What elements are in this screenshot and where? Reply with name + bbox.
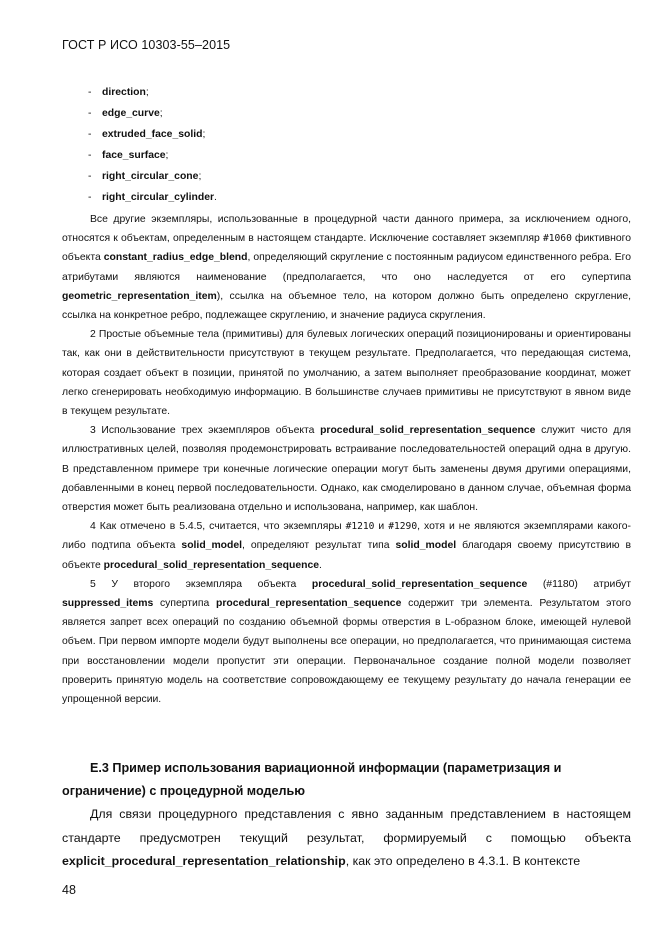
document-header: ГОСТ Р ИСО 10303-55–2015 (62, 38, 231, 52)
entity-name: right_circular_cone (102, 171, 199, 182)
list-item: - edge_curve; (88, 108, 163, 119)
note-3: 3 Использование трех экземпляров объекта procedural_solid_representation_sequence служит чисто для иллюстративных целей, позволяя продемонстрировать встраивание последовательностей операций одна в другую. В представленном примере три конечные логические операции могут быть заменены двумя другими операциями, добавленными в конец первой последовательности. Однако, как смоделировано в данном случае, объемная форма отверстия может быть реализована отдельно и использована, например, как шаблон. (62, 425, 631, 514)
note-4: 4 Как отмечено в 5.4.5, считается, что экземпляры #1210 и #1290, хотя и не являются экземплярами какого-либо подтипа объекта solid_model, определяют результат типа solid_model благодаря своему присутствию в объекте procedural_solid_representation_sequence. (62, 521, 632, 571)
entity-name: right_circular_cylinder (102, 192, 215, 203)
paragraph-section-e3: Для связи процедурного представления с явно заданным представлением в настоящем стандарте предусмотрен текущий результат, формируемый с помощью объекта explicit_procedural_representation_relationship, как это определено в 4.3.1. В контексте (62, 807, 631, 868)
entity-name: edge_curve (102, 108, 160, 119)
entity-name: extruded_face_solid (102, 129, 203, 140)
section-body (62, 803, 631, 874)
note-2: 2 Простые объемные тела (примитивы) для булевых логических операций позиционированы и ориентированы так, как они в действительности присутствуют в текущем результате. Предполагается, что передающая система, которая создает объект в позиции, принятой по умолчанию, а затем выполняет преобразование координат, может легко сгенерировать необходимую информацию. В большинстве случаев примитивы не присутствуют в явном виде в текущем результате. (62, 329, 631, 418)
entity-name: face_surface (102, 150, 166, 161)
entity-name: direction (102, 87, 146, 98)
section-heading: Е.3 Пример использования вариационной информации (параметризация и ограничение) с процедурной моделью (62, 761, 562, 798)
body-text (62, 210, 631, 709)
list-item: - right_circular_cone; (88, 171, 202, 182)
entity-list (88, 85, 217, 211)
list-item: - right_circular_cylinder. (88, 192, 217, 203)
note-5: 5 У второго экземпляра объекта procedural_solid_representation_sequence (#1180) атрибут suppressed_items супертипа procedural_representation_sequence содержит три элемента. Результатом этого является запрет всех операций по созданию объемной формы отверстия в L-образном блоке, имеющей нулевой объем. При первом импорте модели будут выполнены все операции, но предполагается, что принимающая система при восстановлении модели пропустит эти операции. Первоначальное создание полной модели позволяет проверить принятую модель на соответствие сопровождающему ее текущему результату до начала генерации ее упрощенной версии. (62, 578, 632, 706)
list-item: - direction; (88, 87, 149, 98)
list-item: - extruded_face_solid; (88, 129, 206, 140)
list-item: - face_surface; (88, 150, 169, 161)
paragraph-1: Все другие экземпляры, использованные в процедурной части данного примера, за исключением одного, относятся к объектам, определенным в настоящем стандарте. Исключение составляет экземпляр #1060 фиктивного объекта constant_radius_edge_blend, определяющий скругление с постоянным радиусом единственного ребра. Его атрибутами являются наименование (предполагается, что оно наследуется от его супертипа geometric_representation_item), ссылка на объемное тело, на котором должно быть определено скругление, ссылка на конкретное ребро, подлежащее скруглению, и значение радиуса скругления. (62, 214, 632, 322)
page-number: 48 (62, 883, 76, 897)
